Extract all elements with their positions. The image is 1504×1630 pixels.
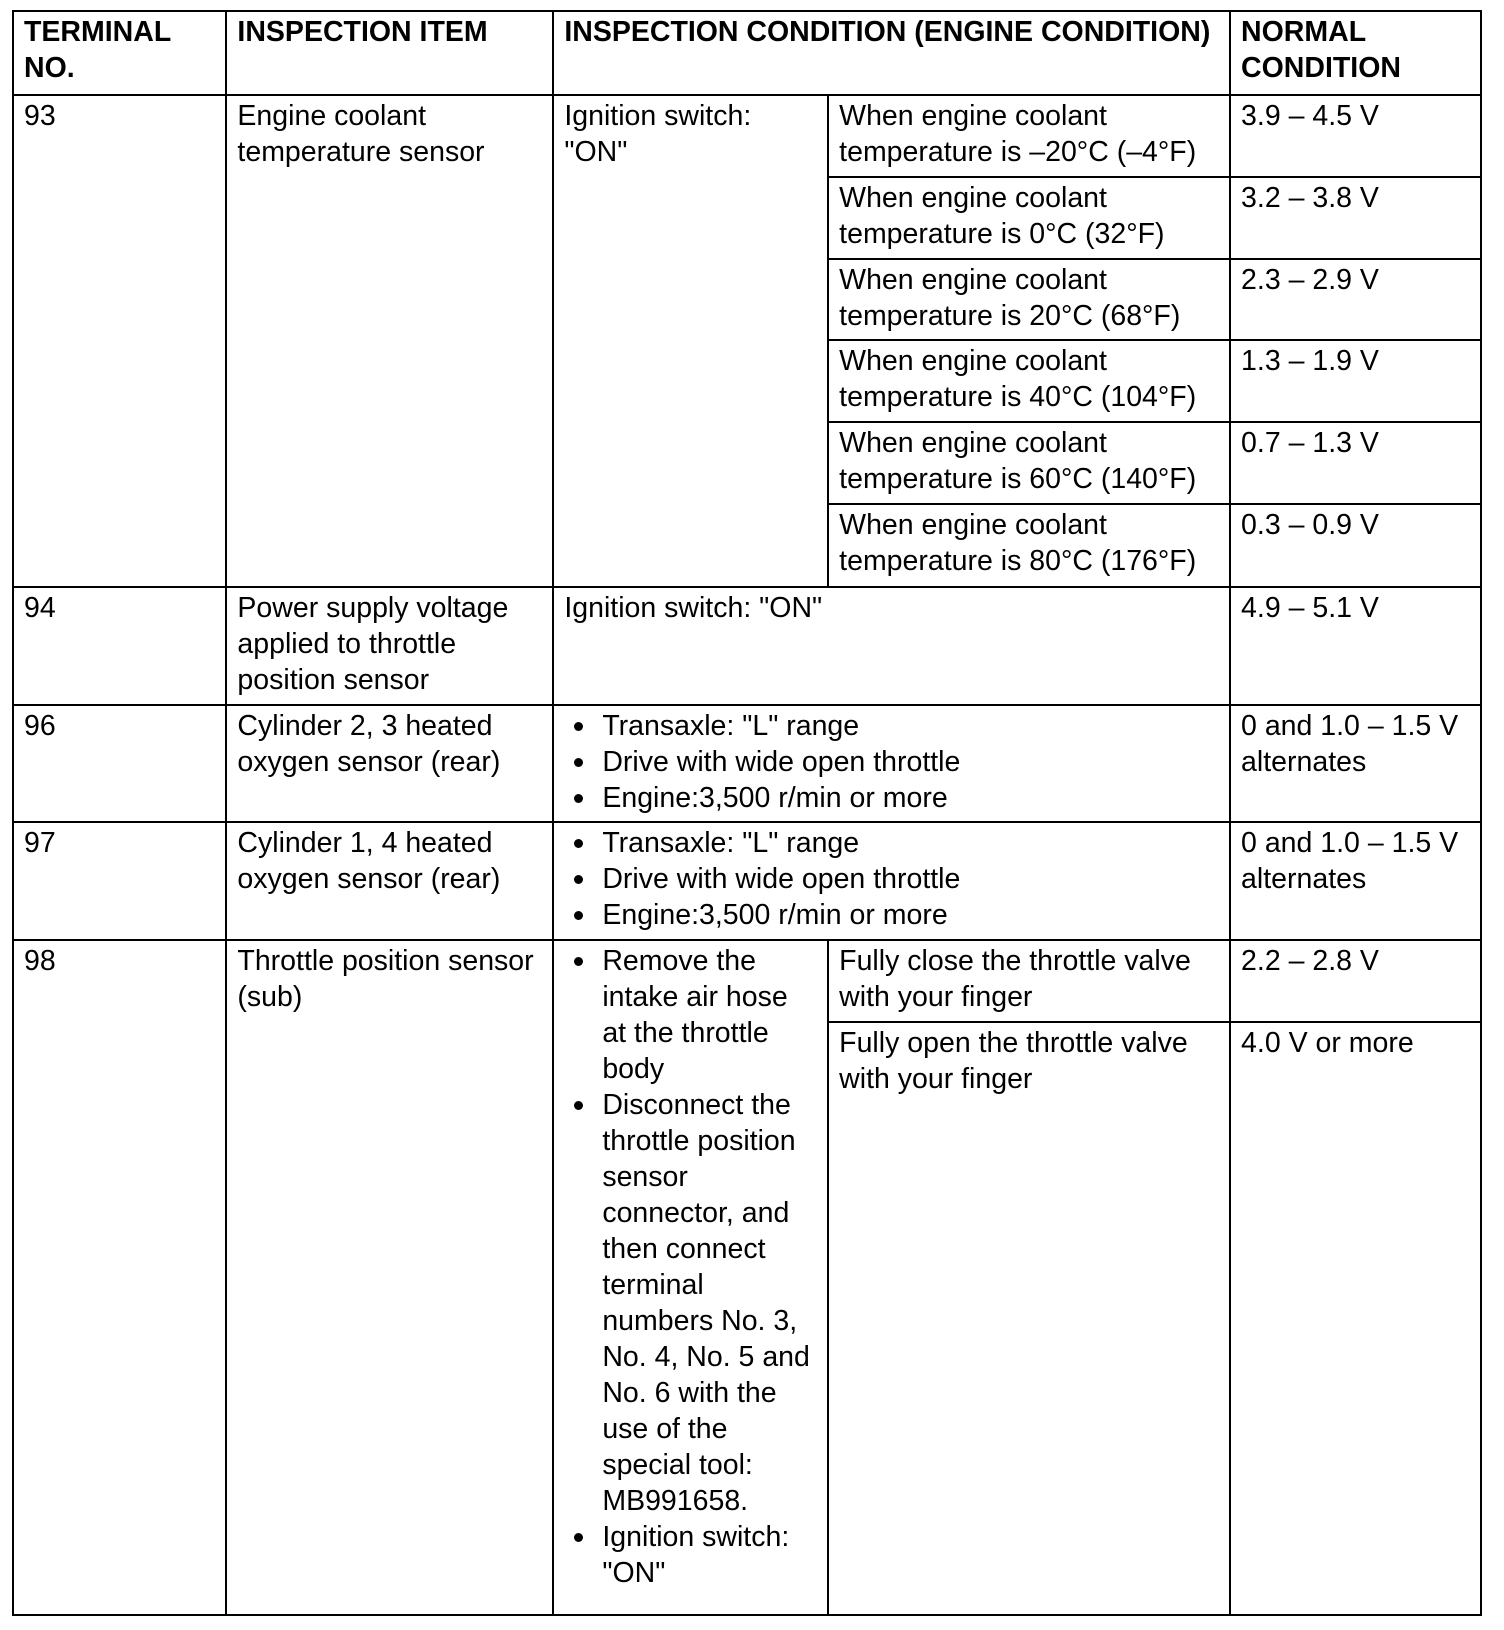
normal-condition-cell: 3.9 – 4.5 V: [1230, 95, 1481, 177]
sub-condition-cell: When engine coolant temperature is 40°C (104°F): [828, 340, 1230, 422]
list-item: Ignition switch: "ON": [602, 1519, 817, 1591]
inspection-condition-cell: [553, 822, 1230, 940]
inspection-condition-cell: Ignition switch: "ON": [553, 587, 1230, 705]
normal-condition-cell: 0 and 1.0 – 1.5 V alternates: [1230, 822, 1481, 940]
table-row: [13, 822, 1481, 940]
terminal-no-cell: 98: [13, 940, 226, 1615]
table-row: [13, 705, 1481, 823]
inspection-condition-cell: Ignition switch: "ON": [553, 95, 828, 587]
normal-condition-cell: 1.3 – 1.9 V: [1230, 340, 1481, 422]
sub-condition-cell: When engine coolant temperature is 60°C (140°F): [828, 422, 1230, 504]
inspection-item-cell: Engine coolant temperature sensor: [226, 95, 553, 587]
header-normal-condition: NORMAL CONDITION: [1230, 11, 1481, 95]
normal-condition-cell: 3.2 – 3.8 V: [1230, 177, 1481, 259]
sub-condition-cell: Fully close the throttle valve with your finger: [828, 940, 1230, 1022]
table-row: [13, 587, 1481, 705]
header-inspection-condition: INSPECTION CONDITION (ENGINE CONDITION): [553, 11, 1230, 95]
inspection-condition-cell: [553, 705, 1230, 823]
sub-condition-cell: When engine coolant temperature is 80°C (176°F): [828, 504, 1230, 587]
list-item: Drive with wide open throttle: [602, 861, 1219, 897]
terminal-no-cell: 93: [13, 95, 226, 587]
inspection-item-cell: Throttle position sensor (sub): [226, 940, 553, 1615]
inspection-item-cell: Power supply voltage applied to throttle position sensor: [226, 587, 553, 705]
normal-condition-cell: 4.0 V or more: [1230, 1022, 1481, 1615]
header-row: [13, 11, 1481, 95]
terminal-no-cell: 94: [13, 587, 226, 705]
list-item: Disconnect the throttle position sensor connector, and then connect terminal numbers No. 3, No. 4, No. 5 and No. 6 with the use of the special tool: MB991658.: [602, 1087, 817, 1519]
inspection-condition-cell: [553, 940, 828, 1615]
list-item: Engine:3,500 r/min or more: [602, 780, 1219, 816]
normal-condition-cell: 2.3 – 2.9 V: [1230, 259, 1481, 341]
table-row: [13, 940, 1481, 1022]
header-inspection-item: INSPECTION ITEM: [226, 11, 553, 95]
sub-condition-cell: When engine coolant temperature is 20°C (68°F): [828, 259, 1230, 341]
condition-list: [564, 708, 1219, 816]
list-item: Transaxle: "L" range: [602, 708, 1219, 744]
inspection-table: [12, 10, 1482, 1616]
normal-condition-cell: 0.7 – 1.3 V: [1230, 422, 1481, 504]
sub-condition-cell: Fully open the throttle valve with your finger: [828, 1022, 1230, 1615]
terminal-no-cell: 97: [13, 822, 226, 940]
list-item: Remove the intake air hose at the throttle body: [602, 943, 817, 1087]
normal-condition-cell: 0 and 1.0 – 1.5 V alternates: [1230, 705, 1481, 823]
list-item: Transaxle: "L" range: [602, 825, 1219, 861]
normal-condition-cell: 2.2 – 2.8 V: [1230, 940, 1481, 1022]
normal-condition-cell: 0.3 – 0.9 V: [1230, 504, 1481, 587]
list-item: Drive with wide open throttle: [602, 744, 1219, 780]
inspection-item-cell: Cylinder 2, 3 heated oxygen sensor (rear): [226, 705, 553, 823]
condition-list: [564, 825, 1219, 933]
header-terminal-no: TERMINAL NO.: [13, 11, 226, 95]
inspection-item-cell: Cylinder 1, 4 heated oxygen sensor (rear): [226, 822, 553, 940]
terminal-no-cell: 96: [13, 705, 226, 823]
table-row: [13, 95, 1481, 177]
sub-condition-cell: When engine coolant temperature is –20°C (–4°F): [828, 95, 1230, 177]
sub-condition-cell: When engine coolant temperature is 0°C (32°F): [828, 177, 1230, 259]
condition-list: [564, 943, 817, 1591]
list-item: Engine:3,500 r/min or more: [602, 897, 1219, 933]
normal-condition-cell: 4.9 – 5.1 V: [1230, 587, 1481, 705]
